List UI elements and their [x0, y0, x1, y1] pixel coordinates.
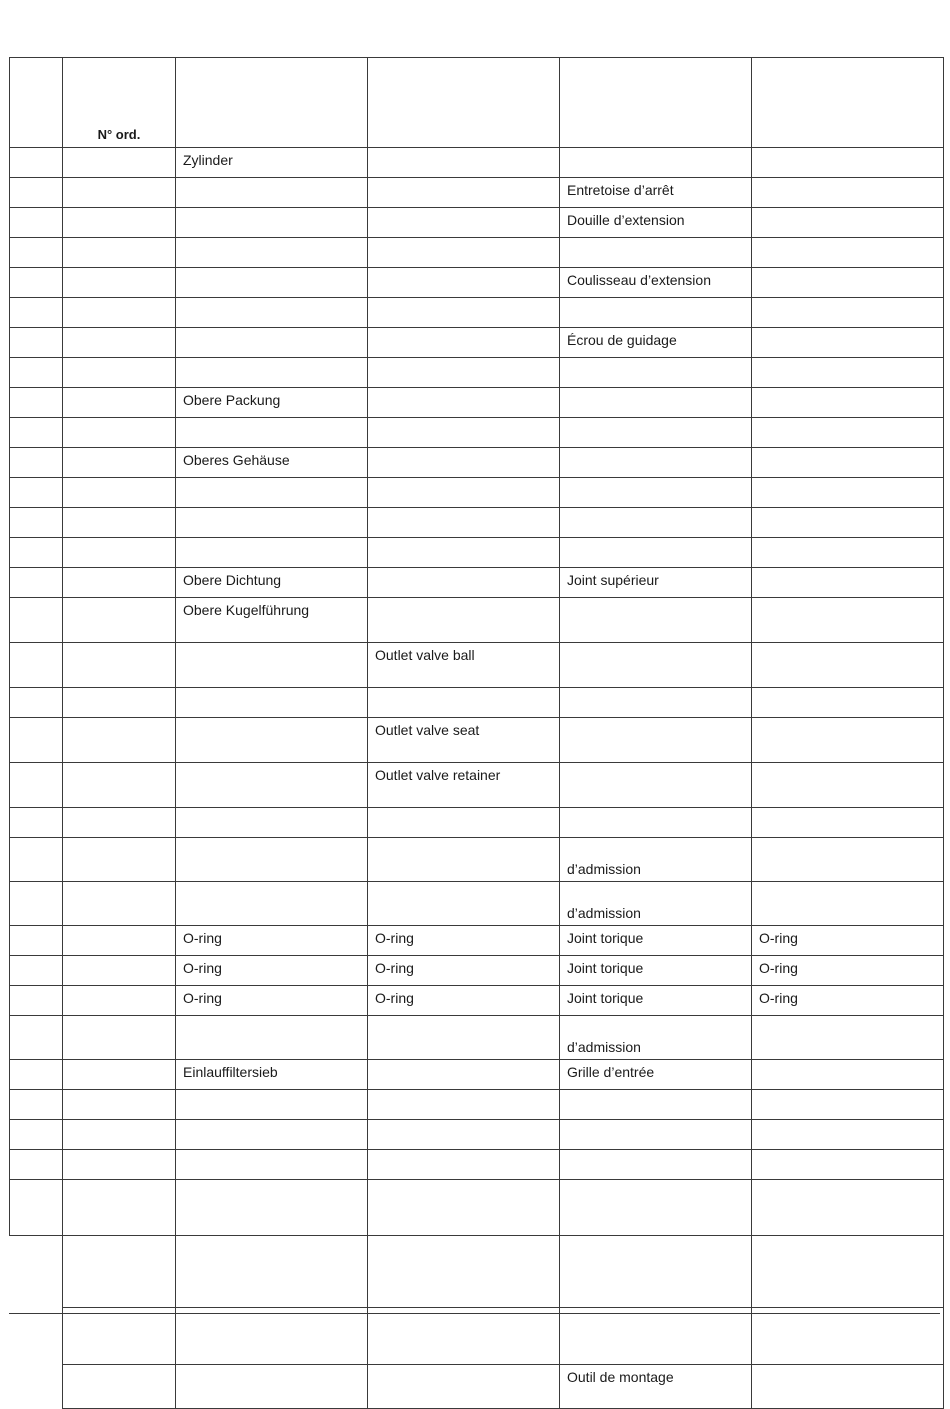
- cell-other: O-ring: [752, 986, 944, 1016]
- cell-other: [752, 1236, 944, 1308]
- table-row: [10, 1060, 944, 1090]
- cell-en: Outlet valve retainer: [368, 763, 560, 808]
- cell-ord: [63, 418, 176, 448]
- table-row: [10, 508, 944, 538]
- cell-fr: [560, 688, 752, 718]
- cell-other: [752, 568, 944, 598]
- cell-other: [752, 178, 944, 208]
- cell-ord: [63, 328, 176, 358]
- cell-de: Oberes Gehäuse: [176, 448, 368, 478]
- cell-ref: [10, 1090, 63, 1120]
- table-row: [10, 268, 944, 298]
- cell-ord: [63, 208, 176, 238]
- cell-other: [752, 1120, 944, 1150]
- table-row: [10, 178, 944, 208]
- cell-en: [368, 238, 560, 268]
- cell-fr: Entretoise d’arrêt: [560, 178, 752, 208]
- cell-other: [752, 718, 944, 763]
- cell-de: Obere Dichtung: [176, 568, 368, 598]
- cell-ref: [10, 298, 63, 328]
- cell-de: [176, 643, 368, 688]
- cell-fr: [560, 1180, 752, 1236]
- table-row: [10, 358, 944, 388]
- cell-en: [368, 358, 560, 388]
- cell-ref: [10, 643, 63, 688]
- cell-ref: [10, 598, 63, 643]
- cell-en: Outlet valve ball: [368, 643, 560, 688]
- cell-ord: [63, 808, 176, 838]
- cell-fr: d’admission: [560, 882, 752, 926]
- cell-fr: [560, 148, 752, 178]
- cell-de: [176, 508, 368, 538]
- cell-en: [368, 1308, 560, 1365]
- cell-ord: [63, 388, 176, 418]
- cell-fr: [560, 448, 752, 478]
- table-row: [10, 1016, 944, 1060]
- cell-en: [368, 1150, 560, 1180]
- cell-ref: [10, 178, 63, 208]
- cell-ord: [63, 508, 176, 538]
- table-row: [10, 148, 944, 178]
- cell-fr: Joint torique: [560, 926, 752, 956]
- cell-other: [752, 298, 944, 328]
- table-row: [10, 838, 944, 882]
- cell-ref: [10, 1150, 63, 1180]
- cell-de: [176, 882, 368, 926]
- cell-ord: [63, 838, 176, 882]
- cell-ord: [63, 1365, 176, 1409]
- cell-ord: [63, 478, 176, 508]
- table-row: [10, 956, 944, 986]
- cell-de: Einlauffiltersieb: [176, 1060, 368, 1090]
- cell-en: [368, 808, 560, 838]
- cell-fr: [560, 1120, 752, 1150]
- cell-ord: [63, 763, 176, 808]
- cell-de: Zylinder: [176, 148, 368, 178]
- cell-other: O-ring: [752, 926, 944, 956]
- table-row: [10, 718, 944, 763]
- cell-de: [176, 358, 368, 388]
- cell-ord: [63, 688, 176, 718]
- cell-other: [752, 1090, 944, 1120]
- cell-ord: [63, 238, 176, 268]
- table-row: [10, 1365, 944, 1409]
- cell-other: [752, 643, 944, 688]
- table-row: [10, 1150, 944, 1180]
- table-row: [10, 882, 944, 926]
- table-row: [10, 538, 944, 568]
- cell-de: [176, 1016, 368, 1060]
- cell-en: Outlet valve seat: [368, 718, 560, 763]
- cell-ord: [63, 1180, 176, 1236]
- cell-en: [368, 1236, 560, 1308]
- cell-de: [176, 328, 368, 358]
- cell-ref: [10, 508, 63, 538]
- cell-ref: [10, 538, 63, 568]
- cell-other: [752, 358, 944, 388]
- cell-other: O-ring: [752, 956, 944, 986]
- table-header-row: [10, 58, 944, 148]
- cell-en: [368, 208, 560, 238]
- cell-fr: [560, 1150, 752, 1180]
- cell-en: [368, 418, 560, 448]
- cell-ref: [10, 1365, 63, 1409]
- cell-ord: [63, 882, 176, 926]
- cell-other: [752, 838, 944, 882]
- cell-ref: [10, 838, 63, 882]
- cell-ref: [10, 1180, 63, 1236]
- table-row: [10, 208, 944, 238]
- cell-other: [752, 688, 944, 718]
- cell-de: O-ring: [176, 926, 368, 956]
- cell-ref: [10, 688, 63, 718]
- cell-en: [368, 1060, 560, 1090]
- cell-fr: [560, 418, 752, 448]
- cell-ord: [63, 268, 176, 298]
- cell-other: [752, 808, 944, 838]
- cell-de: [176, 1308, 368, 1365]
- cell-ref: [10, 358, 63, 388]
- cell-en: [368, 298, 560, 328]
- cell-ord: [63, 1090, 176, 1120]
- table-row: [10, 238, 944, 268]
- cell-fr: [560, 1236, 752, 1308]
- cell-fr: Coulisseau d’extension: [560, 268, 752, 298]
- cell-en: [368, 508, 560, 538]
- cell-fr: Outil de montage: [560, 1365, 752, 1409]
- cell-fr: Douille d’extension: [560, 208, 752, 238]
- cell-fr: d’admission: [560, 1016, 752, 1060]
- cell-ord: [63, 448, 176, 478]
- cell-ord: [63, 178, 176, 208]
- cell-en: [368, 538, 560, 568]
- table-row: [10, 328, 944, 358]
- cell-ref: [10, 882, 63, 926]
- cell-ref: [10, 208, 63, 238]
- cell-fr: d’admission: [560, 838, 752, 882]
- cell-ord: [63, 1308, 176, 1365]
- cell-en: [368, 1365, 560, 1409]
- cell-ref: [10, 568, 63, 598]
- cell-other: [752, 882, 944, 926]
- cell-other: [752, 268, 944, 298]
- cell-ord: [63, 1236, 176, 1308]
- table-row: [10, 478, 944, 508]
- cell-ord: [63, 298, 176, 328]
- cell-en: [368, 388, 560, 418]
- cell-ord: [63, 1120, 176, 1150]
- cell-en: [368, 328, 560, 358]
- cell-de: [176, 208, 368, 238]
- table-row: [10, 688, 944, 718]
- header-cell-fr: [560, 58, 752, 148]
- cell-ref: [10, 1120, 63, 1150]
- cell-fr: Écrou de guidage: [560, 328, 752, 358]
- cell-ref: [10, 268, 63, 298]
- cell-en: [368, 448, 560, 478]
- cell-other: [752, 598, 944, 643]
- footer-divider: [9, 1313, 940, 1314]
- table-row: [10, 763, 944, 808]
- cell-ref: [10, 478, 63, 508]
- cell-en: [368, 268, 560, 298]
- cell-en: O-ring: [368, 956, 560, 986]
- table-row: [10, 1308, 944, 1365]
- cell-de: [176, 763, 368, 808]
- cell-ref: [10, 718, 63, 763]
- cell-ref: [10, 986, 63, 1016]
- cell-fr: Joint torique: [560, 956, 752, 986]
- cell-de: [176, 478, 368, 508]
- cell-de: [176, 418, 368, 448]
- table-row: [10, 1120, 944, 1150]
- cell-en: [368, 882, 560, 926]
- cell-fr: [560, 478, 752, 508]
- cell-other: [752, 1180, 944, 1236]
- cell-en: [368, 148, 560, 178]
- cell-en: [368, 478, 560, 508]
- cell-ord: [63, 1060, 176, 1090]
- cell-ref: [10, 956, 63, 986]
- cell-other: [752, 508, 944, 538]
- header-cell-en: [368, 58, 560, 148]
- cell-ord: [63, 358, 176, 388]
- cell-de: Obere Packung: [176, 388, 368, 418]
- cell-other: [752, 763, 944, 808]
- table-row: [10, 568, 944, 598]
- header-cell-other: [752, 58, 944, 148]
- table-row: [10, 643, 944, 688]
- cell-ref: [10, 238, 63, 268]
- header-cell-ord: N° ord.: [63, 58, 176, 148]
- cell-other: [752, 448, 944, 478]
- cell-other: [752, 148, 944, 178]
- cell-ord: [63, 718, 176, 763]
- cell-fr: [560, 238, 752, 268]
- cell-ord: [63, 643, 176, 688]
- table-row: [10, 1180, 944, 1236]
- cell-fr: [560, 643, 752, 688]
- cell-fr: [560, 298, 752, 328]
- cell-ref: [10, 148, 63, 178]
- cell-ref: [10, 1016, 63, 1060]
- table-row: [10, 448, 944, 478]
- table-row: [10, 1236, 944, 1308]
- cell-fr: Grille d’entrée: [560, 1060, 752, 1090]
- cell-ref: [10, 1060, 63, 1090]
- cell-de: [176, 178, 368, 208]
- cell-de: O-ring: [176, 986, 368, 1016]
- cell-de: Obere Kugelführung: [176, 598, 368, 643]
- cell-other: [752, 478, 944, 508]
- table-row: [10, 926, 944, 956]
- table-row: [10, 986, 944, 1016]
- cell-en: [368, 1016, 560, 1060]
- cell-de: [176, 1120, 368, 1150]
- cell-fr: [560, 508, 752, 538]
- table-row: [10, 298, 944, 328]
- cell-fr: [560, 1308, 752, 1365]
- cell-fr: [560, 763, 752, 808]
- cell-other: [752, 1150, 944, 1180]
- cell-fr: [560, 388, 752, 418]
- cell-en: [368, 568, 560, 598]
- cell-ref: [10, 328, 63, 358]
- cell-ord: [63, 1150, 176, 1180]
- table-row: [10, 418, 944, 448]
- cell-ref: [10, 808, 63, 838]
- cell-ord: [63, 598, 176, 643]
- cell-other: [752, 418, 944, 448]
- cell-de: [176, 688, 368, 718]
- cell-fr: [560, 1090, 752, 1120]
- cell-fr: [560, 808, 752, 838]
- cell-de: O-ring: [176, 956, 368, 986]
- cell-other: [752, 208, 944, 238]
- cell-de: [176, 238, 368, 268]
- cell-fr: [560, 718, 752, 763]
- header-cell-ref: [10, 58, 63, 148]
- cell-de: [176, 1365, 368, 1409]
- cell-en: [368, 688, 560, 718]
- cell-en: [368, 598, 560, 643]
- cell-ref: [10, 1236, 63, 1308]
- cell-de: [176, 1150, 368, 1180]
- cell-other: [752, 1016, 944, 1060]
- cell-other: [752, 328, 944, 358]
- cell-de: [176, 838, 368, 882]
- cell-ref: [10, 926, 63, 956]
- cell-ord: [63, 1016, 176, 1060]
- cell-ord: [63, 986, 176, 1016]
- cell-en: [368, 178, 560, 208]
- cell-ref: [10, 418, 63, 448]
- cell-fr: [560, 598, 752, 643]
- cell-de: [176, 718, 368, 763]
- cell-en: [368, 1120, 560, 1150]
- cell-de: [176, 1180, 368, 1236]
- cell-ref: [10, 763, 63, 808]
- cell-other: [752, 538, 944, 568]
- parts-table: [9, 57, 944, 1409]
- cell-en: [368, 1180, 560, 1236]
- cell-ord: [63, 148, 176, 178]
- cell-fr: Joint torique: [560, 986, 752, 1016]
- cell-en: [368, 838, 560, 882]
- cell-fr: Joint supérieur: [560, 568, 752, 598]
- cell-de: [176, 268, 368, 298]
- cell-ref: [10, 1308, 63, 1365]
- cell-fr: [560, 358, 752, 388]
- cell-de: [176, 298, 368, 328]
- cell-other: [752, 388, 944, 418]
- cell-other: [752, 1060, 944, 1090]
- table-row: [10, 808, 944, 838]
- table-row: [10, 598, 944, 643]
- cell-de: [176, 538, 368, 568]
- cell-en: O-ring: [368, 986, 560, 1016]
- header-cell-de: [176, 58, 368, 148]
- cell-de: [176, 1090, 368, 1120]
- cell-ref: [10, 448, 63, 478]
- cell-ref: [10, 388, 63, 418]
- cell-en: [368, 1090, 560, 1120]
- table-row: [10, 388, 944, 418]
- cell-ord: [63, 926, 176, 956]
- cell-ord: [63, 538, 176, 568]
- cell-other: [752, 1365, 944, 1409]
- cell-de: [176, 1236, 368, 1308]
- cell-other: [752, 238, 944, 268]
- cell-other: [752, 1308, 944, 1365]
- cell-fr: [560, 538, 752, 568]
- cell-ord: [63, 956, 176, 986]
- table-row: [10, 1090, 944, 1120]
- cell-en: O-ring: [368, 926, 560, 956]
- cell-de: [176, 808, 368, 838]
- cell-ord: [63, 568, 176, 598]
